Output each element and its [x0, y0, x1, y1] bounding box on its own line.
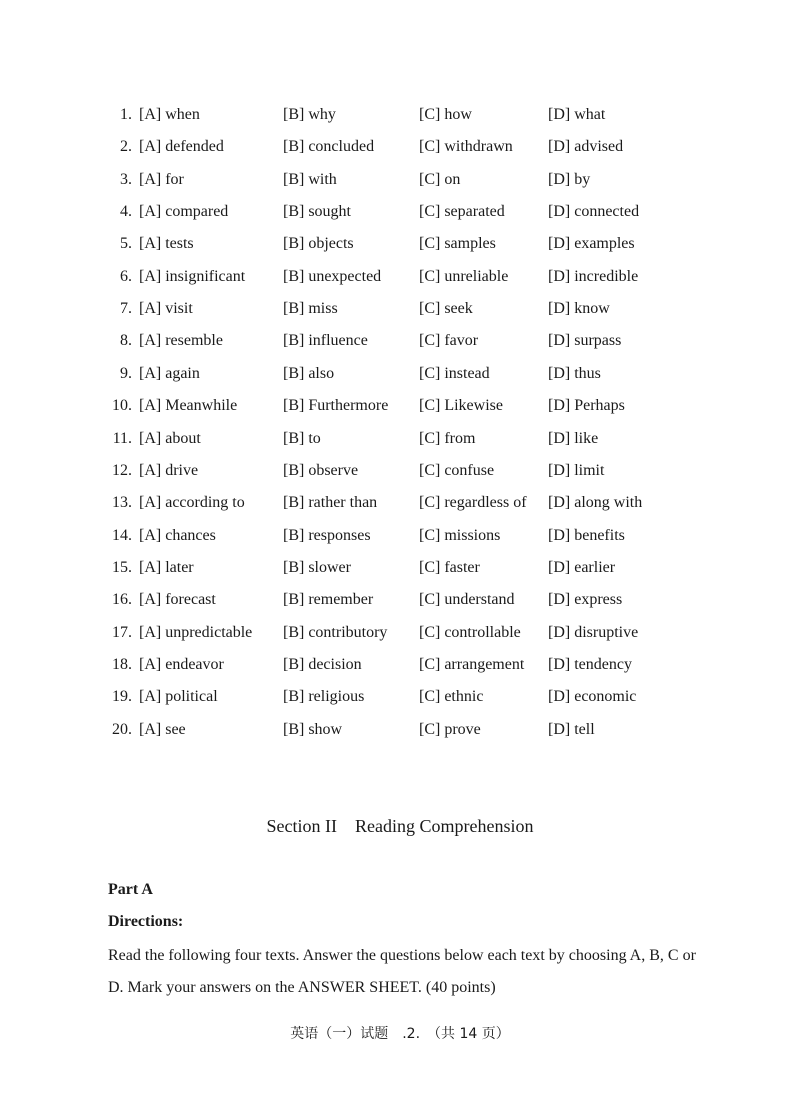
section-heading: [0, 812, 800, 840]
option-d: [D] incredible: [548, 267, 639, 285]
option-a: [A] for: [139, 170, 184, 188]
question-row-6: [0, 261, 800, 293]
question-number: 3.: [120, 170, 132, 188]
option-a: [A] again: [139, 364, 200, 382]
option-b: [B] sought: [283, 203, 351, 221]
question-number: 4.: [120, 203, 132, 221]
option-d: [D] by: [548, 170, 591, 188]
option-a: [A] endeavor: [139, 655, 224, 673]
question-row-13: [0, 487, 800, 519]
option-d: [D] disruptive: [548, 623, 639, 641]
option-b: [B] responses: [283, 526, 371, 544]
question-number: 16.: [112, 591, 132, 609]
question-number: 6.: [120, 267, 132, 285]
option-a: [A] according to: [139, 494, 245, 512]
option-d: [D] earlier: [548, 558, 616, 576]
option-c: [C] missions: [419, 526, 501, 544]
option-b: [B] remember: [283, 591, 374, 609]
question-row-8: [0, 325, 800, 357]
question-row-20: [0, 714, 800, 746]
option-b: [B] show: [283, 720, 343, 738]
option-c: [C] withdrawn: [419, 138, 513, 156]
page-footer: 英语（一）试题 .2. （共 14 页）: [290, 1026, 510, 1042]
question-row-5: [0, 228, 800, 260]
option-d: [D] examples: [548, 235, 635, 253]
option-d: [D] limit: [548, 461, 605, 479]
option-c: [C] ethnic: [419, 688, 484, 706]
option-c: [C] controllable: [419, 623, 521, 641]
option-c: [C] prove: [419, 720, 481, 738]
question-row-1: [0, 99, 800, 131]
option-b: [B] to: [283, 429, 321, 447]
option-a: [A] see: [139, 720, 186, 738]
option-b: [B] influence: [283, 332, 368, 350]
option-d: [D] along with: [548, 494, 643, 512]
option-c: [C] samples: [419, 235, 496, 253]
question-number: 8.: [120, 332, 132, 350]
option-a: [A] insignificant: [139, 267, 246, 285]
option-b: [B] rather than: [283, 494, 378, 512]
option-b: [B] with: [283, 170, 337, 188]
option-a: [A] later: [139, 558, 194, 576]
option-d: [D] surpass: [548, 332, 622, 350]
question-number: 11.: [112, 429, 132, 447]
option-c: [C] favor: [419, 332, 479, 350]
option-b: [B] religious: [283, 688, 365, 706]
option-d: [D] thus: [548, 364, 601, 382]
question-number: 12.: [112, 461, 132, 479]
option-a: [A] compared: [139, 203, 229, 221]
question-row-10: [0, 390, 800, 422]
question-row-12: [0, 455, 800, 487]
option-a: [A] Meanwhile: [139, 397, 238, 415]
option-b: [B] Furthermore: [283, 397, 389, 415]
option-d: [D] know: [548, 300, 610, 318]
option-c: [C] how: [419, 106, 472, 123]
option-b: [B] slower: [283, 558, 351, 576]
option-a: [A] tests: [139, 235, 194, 253]
option-c: [C] arrangement: [419, 655, 525, 673]
question-row-15: [0, 552, 800, 584]
question-number: 17.: [112, 623, 132, 641]
question-number: 1.: [120, 106, 132, 123]
question-number: 5.: [120, 235, 132, 253]
option-d: [D] tendency: [548, 655, 632, 673]
option-c: [C] confuse: [419, 461, 495, 479]
option-a: [A] political: [139, 688, 218, 706]
option-a: [A] drive: [139, 461, 199, 479]
option-c: [C] faster: [419, 558, 480, 576]
option-b: [B] concluded: [283, 138, 375, 156]
option-a: [A] defended: [139, 138, 224, 156]
option-a: [A] when: [139, 106, 200, 123]
section-title: Reading Comprehension: [355, 816, 534, 836]
option-d: [D] what: [548, 106, 606, 123]
option-d: [D] advised: [548, 138, 624, 156]
option-b: [B] observe: [283, 461, 359, 479]
question-row-2: [0, 131, 800, 163]
option-a: [A] visit: [139, 300, 193, 318]
question-number: 7.: [120, 300, 132, 318]
question-number: 18.: [112, 655, 132, 673]
option-c: [C] Likewise: [419, 397, 503, 415]
question-row-17: [0, 617, 800, 649]
question-row-4: [0, 196, 800, 228]
question-number: 20.: [112, 720, 132, 738]
option-d: [D] Perhaps: [548, 397, 625, 415]
question-number: 10.: [112, 397, 132, 415]
option-b: [B] unexpected: [283, 267, 382, 285]
question-number: 13.: [112, 494, 132, 512]
section-number: Section II: [266, 816, 337, 836]
directions-label: Directions:: [108, 913, 184, 930]
option-d: [D] connected: [548, 203, 640, 221]
question-row-19: [0, 681, 800, 713]
option-c: [C] seek: [419, 300, 473, 318]
question-number: 15.: [112, 558, 132, 576]
question-row-3: [0, 164, 800, 196]
question-number: 19.: [112, 688, 132, 706]
option-c: [C] unreliable: [419, 267, 509, 285]
question-number: 9.: [120, 364, 132, 382]
option-a: [A] unpredictable: [139, 623, 253, 641]
option-b: [B] why: [283, 106, 336, 123]
option-c: [C] on: [419, 170, 461, 188]
option-b: [B] miss: [283, 300, 338, 318]
option-c: [C] from: [419, 429, 476, 447]
option-c: [C] instead: [419, 364, 490, 382]
option-c: [C] regardless of: [419, 494, 527, 512]
option-b: [B] objects: [283, 235, 354, 253]
option-a: [A] about: [139, 429, 201, 447]
option-d: [D] like: [548, 429, 599, 447]
option-d: [D] economic: [548, 688, 637, 706]
option-a: [A] forecast: [139, 591, 216, 609]
question-row-9: [0, 358, 800, 390]
question-number: 2.: [120, 138, 132, 156]
option-c: [C] separated: [419, 203, 505, 221]
question-row-11: [0, 423, 800, 455]
option-a: [A] resemble: [139, 332, 223, 350]
option-d: [D] benefits: [548, 526, 625, 544]
option-b: [B] contributory: [283, 623, 388, 641]
part-label: Part A: [108, 881, 153, 898]
question-number: 14.: [112, 526, 132, 544]
question-row-14: [0, 520, 800, 552]
option-a: [A] chances: [139, 526, 216, 544]
question-row-16: [0, 584, 800, 616]
option-d: [D] tell: [548, 720, 595, 738]
question-row-18: [0, 649, 800, 681]
question-row-7: [0, 293, 800, 325]
option-b: [B] also: [283, 364, 335, 382]
option-c: [C] understand: [419, 591, 515, 609]
option-b: [B] decision: [283, 655, 362, 673]
option-d: [D] express: [548, 591, 623, 609]
directions-text: Read the following four texts. Answer the questions below each text by choosing A, B, C or D. Mark your answers on the ANSWER SHEET. (40 points): [108, 947, 696, 996]
